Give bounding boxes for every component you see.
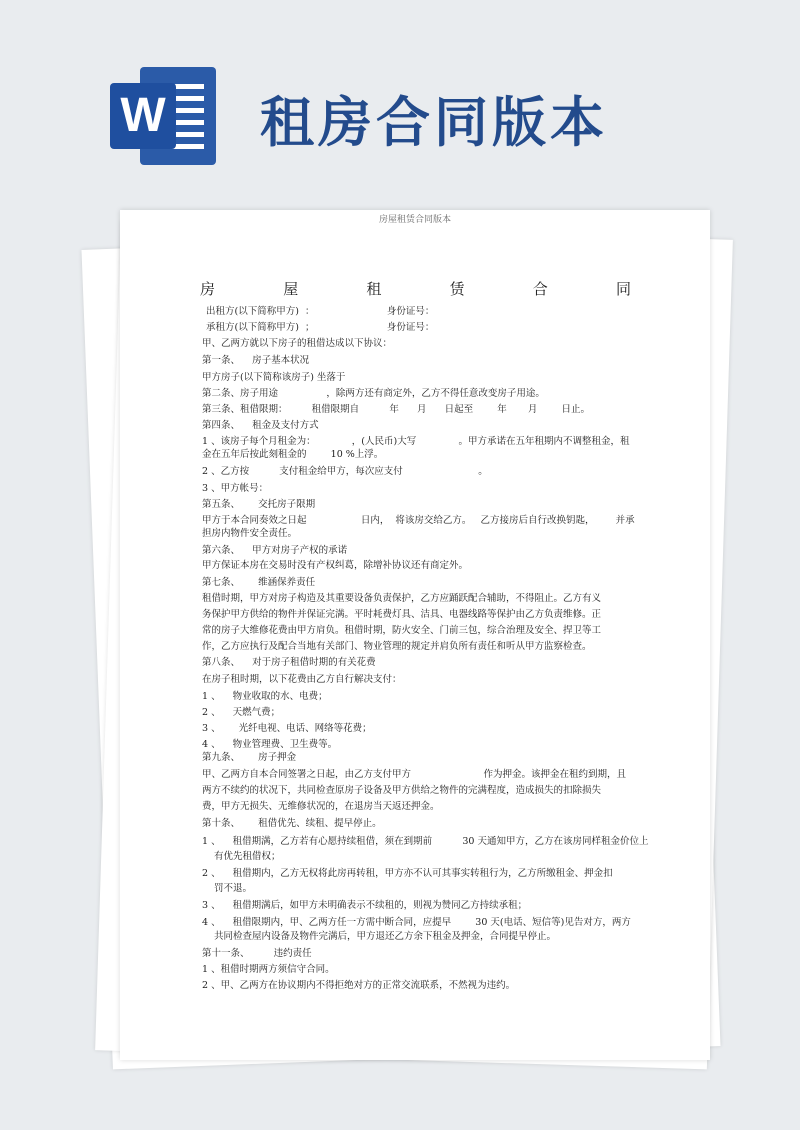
document-line: 常的房子大维修花费由甲方肩负。租借时期，防火安全、门前三包，综合治理及安全、捍卫等工	[202, 625, 602, 636]
word-icon-letter: W	[110, 83, 176, 149]
document-line: 务保护甲方供给的物件并保证完满。平时耗费灯具、洁具、电器线路等保护由乙方负责维修。正	[202, 609, 602, 620]
document-line: 第二条、房子用途 ，除两方还有商定外，乙方不得任意改变房子用途。	[202, 388, 545, 399]
document-line: 甲方于本合同奏效之日起 日内， 将该房交给乙方。 乙方接房后自行改换钥匙， 并承	[202, 515, 635, 526]
document-line: 第四条、 租金及支付方式	[202, 420, 319, 431]
title-char: 赁	[449, 280, 466, 298]
document-line: 承租方(以下简称甲方) ； 身份证号：	[206, 322, 435, 333]
document-line: 第八条、 对于房子租借时期的有关花费	[202, 657, 376, 668]
page-title: 租房合同版本	[260, 91, 608, 154]
document-line: 担房内物件安全责任。	[202, 528, 298, 539]
document-line: 甲方保证本房在交易时没有产权纠葛，除增补协议还有商定外。	[202, 560, 469, 571]
document-line: 2 、 租借期内，乙方无权将此房再转租，甲方亦不认可其事实转租行为，乙方所缴租金、押金扣	[202, 868, 613, 879]
document-line: 第一条、 房子基本状况	[202, 355, 310, 366]
document-line: 1 、 物业收取的水、电费；	[202, 691, 328, 702]
document-line: 罚不退。	[214, 883, 253, 894]
document-line: 第十一条、 违约责任	[202, 948, 312, 959]
document-line: 4 、 物业管理费、卫生费等。	[202, 739, 338, 750]
document-line: 甲、乙两方自本合同签署之日起，由乙方支付甲方 作为押金。该押金在租约到期，且	[202, 769, 626, 780]
title-char: 合	[532, 280, 549, 298]
document-line: 租借时期，甲方对房子构造及其重要设备负责保护，乙方应踊跃配合辅助，不得阻止。乙方有义	[202, 593, 602, 604]
word-document-icon	[110, 67, 216, 165]
document-line: 1 、 租借期满，乙方若有心愿持续租借，须在到期前 30 天通知甲方，乙方在该房同样租金价位上	[202, 836, 649, 847]
document-running-header: 房屋租赁合同版本	[378, 215, 451, 225]
document-line: 2 、 天燃气费；	[202, 707, 281, 718]
document-line: 甲、乙两方就以下房子的租借达成以下协议：	[202, 338, 393, 349]
document-line: 作，乙方应执行及配合当地有关部门、物业管理的规定并肩负所有责任和听从甲方监察检查。	[202, 641, 592, 652]
document-line: 共同检查屋内设备及物件完满后，甲方退还乙方余下租金及押金，合同提早停止。	[214, 931, 557, 942]
document-line: 出租方(以下简称甲方) ： 身份证号：	[206, 306, 435, 317]
document-line: 在房子租时期，以下花费由乙方自行解决支付：	[202, 674, 402, 685]
document-line: 有优先租借权；	[214, 851, 281, 862]
document-line: 3 、 租借期满后，如甲方未明确表示不续租的，则视为赞同乙方持续承租；	[202, 900, 528, 911]
document-line: 4 、 租借限期内，甲、乙两方任一方需中断合同，应提早 30 天(电话、短信等)见告对方，两方	[202, 917, 631, 928]
document-line: 1 、租借时期两方须信守合同。	[202, 964, 335, 975]
title-char: 屋	[283, 280, 300, 298]
document-line: 第五条、 交托房子限期	[202, 499, 316, 510]
document-line: 金在五年后按此刻租金的 10 %上浮。	[202, 449, 384, 460]
document-line: 3 、 光纤电视、电话、网络等花费；	[202, 723, 372, 734]
document-line: 甲方房子(以下简称该房子) 坐落于	[202, 372, 346, 383]
document-line: 第九条、 房子押金	[202, 752, 297, 763]
document-line: 第七条、 维涵保养责任	[202, 577, 316, 588]
document-line: 两方不续约的状况下，共同检查原房子设备及甲方供给之物件的完满程度，造成损失的扣除损失	[202, 785, 602, 796]
document-line: 第六条、 甲方对房子产权的承诺	[202, 545, 348, 556]
title-char: 租	[366, 280, 383, 298]
banner	[0, 0, 800, 205]
document-page	[120, 210, 710, 1060]
document-line: 2 、乙方按 支付租金给甲方，每次应支付 。	[202, 466, 488, 477]
document-line: 2 、甲、乙两方在协议期内不得拒绝对方的正常交流联系，不然视为违约。	[202, 980, 516, 991]
document-line: 1 、该房子每个月租金为： ，(人民币)大写 。甲方承诺在五年租期内不调整租金，租	[202, 436, 630, 447]
document-line: 费，甲方无损失、无维修状况的，在退房当天返还押金。	[202, 801, 440, 812]
document-title	[200, 278, 632, 299]
document-line: 第三条、租借限期： 租借限期自 年 月 日起至 年 月 日止。	[202, 404, 591, 415]
document-line: 3 、甲方帐号：	[202, 483, 269, 494]
document-line: 第十条、 租借优先、续租、提早停止。	[202, 818, 382, 829]
title-char: 同	[615, 280, 632, 298]
title-char: 房	[200, 280, 217, 298]
